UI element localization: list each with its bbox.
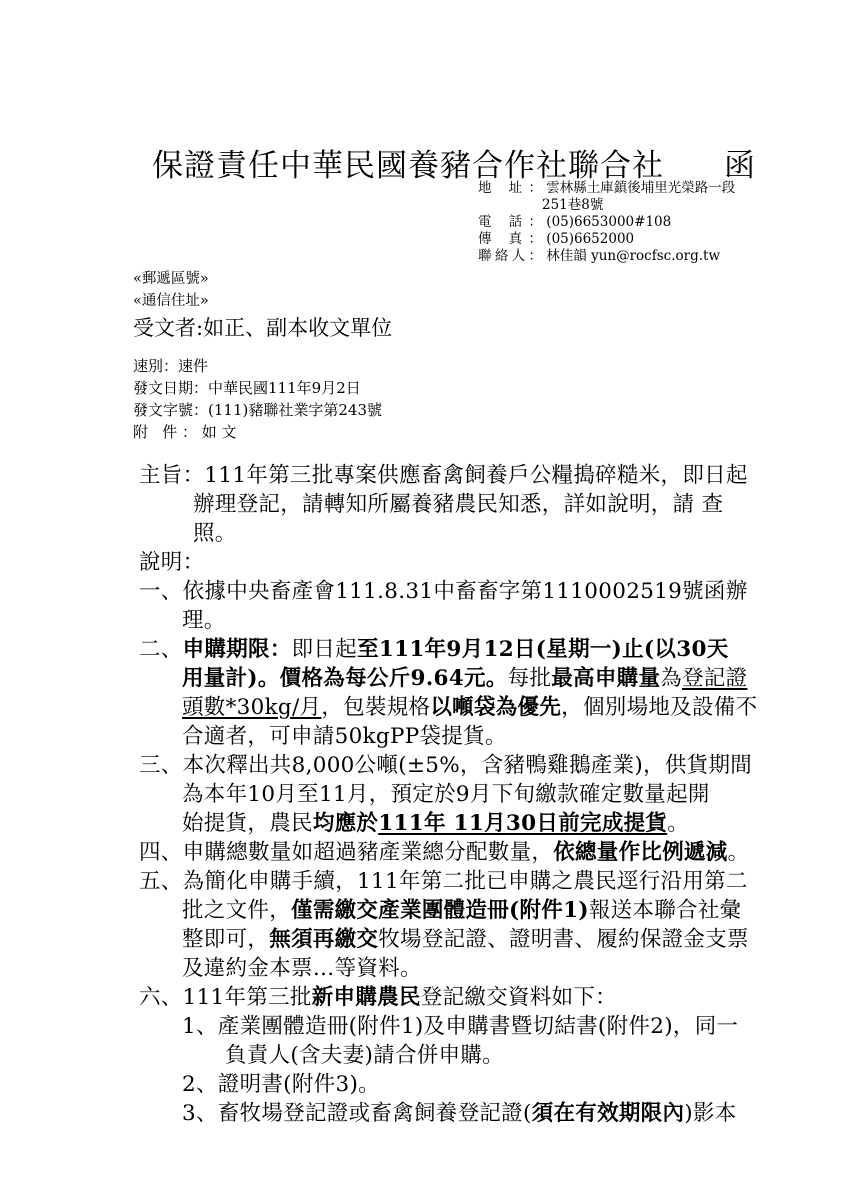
address-line2: 251巷8號 — [542, 197, 604, 213]
item3-line3 — [182, 806, 689, 837]
date-value: 中華民國111年9月2日 — [208, 379, 361, 397]
contact-value: 林佳韻 yun@rocfsc.org.tw — [546, 248, 721, 264]
sender-contact — [478, 248, 720, 265]
item3-farmers: 始提貨，農民 — [182, 811, 313, 836]
phone-label: 電 話： — [478, 214, 542, 230]
number-label: 發文字號： — [133, 401, 209, 419]
item5-only-submit: 僅需繳交產業團體造冊(附件1) — [291, 898, 589, 923]
item2-max-qty: 最高申購量 — [551, 666, 661, 691]
sender-fax — [478, 231, 634, 248]
item5-line3 — [182, 922, 749, 953]
item6-new-farmers: 新申購農民 — [311, 985, 421, 1010]
item2-deadline-label: 申購期限： — [182, 637, 292, 662]
contact-label: 聯絡人： — [478, 248, 542, 264]
document-type: 函 — [724, 148, 755, 184]
sub3-valid: 須在有效期限內 — [531, 1101, 685, 1126]
item2-ton-bag: 以噸袋為優先 — [430, 695, 562, 720]
explanation-heading: 說明： — [139, 550, 205, 575]
attachment-label: 附 件： — [133, 423, 197, 441]
recipient: 受文者:如正、副本收文單位 — [133, 316, 393, 340]
sub2-line1: 2、證明書(附件3)。 — [182, 1072, 380, 1097]
item6-batch: 六、111年第三批 — [139, 985, 312, 1010]
item2-price: 用量計)。價格為每公斤9.64元。 — [182, 666, 508, 691]
meta-date — [133, 377, 361, 398]
item5-line2 — [182, 893, 741, 924]
meta-number — [133, 399, 382, 420]
postal-code-field: «郵遞區號» — [133, 271, 209, 287]
subject-line1: 主旨：111年第三批專案供應畜禽飼養戶公糧搗碎糙米，即日起 — [139, 463, 748, 488]
item2-line1 — [139, 632, 729, 663]
item2-line2 — [182, 661, 747, 692]
item3-deadline: 111年 11月30日前完成提貨 — [378, 811, 668, 836]
item2-deadline-date: 至111年9月12日(星期一)止(以30天 — [357, 637, 729, 662]
item3-must: 均應於 — [312, 811, 379, 836]
item5-no-resubmit: 無須再繳交 — [269, 927, 379, 952]
fax-label: 傳 真： — [478, 231, 542, 247]
item5-compile: 整即可， — [182, 927, 270, 952]
item5-documents: 牧場登記證、證明書、履約保證金支票 — [378, 927, 749, 952]
item2-exception: ，個別場地及設備不 — [561, 695, 758, 720]
item2-head-count: 頭數*30kg/月 — [182, 695, 322, 720]
item2-start: 即日起 — [291, 637, 358, 662]
attachment-value: 如 文 — [201, 423, 237, 441]
item2-registration: 登記證 — [682, 666, 748, 691]
item4-text: 四、申購總數量如超過豬產業總分配數量， — [139, 840, 554, 865]
subject-line3: 照。 — [193, 521, 237, 546]
item2-is: 為 — [660, 666, 683, 691]
item2-line3 — [182, 690, 757, 721]
item6-materials: 登記繳交資料如下： — [420, 985, 617, 1010]
item5-docs: 批之文件， — [182, 898, 292, 923]
sub3-registration: 3、畜牧場登記證或畜禽飼養登記證( — [182, 1101, 532, 1126]
item4-end: 。 — [727, 840, 750, 865]
item3-line2: 為本年10月至11月，預定於9月下旬繳款確定數量起開 — [182, 782, 710, 807]
subject-line2: 辦理登記，請轉知所屬養豬農民知悉，詳如說明，請 查 — [193, 492, 724, 517]
sender-address — [478, 180, 735, 197]
fax-value: (05)6652000 — [546, 231, 635, 247]
meta-attachment — [133, 421, 237, 442]
item1-line2: 理。 — [182, 608, 226, 633]
sender-phone — [478, 214, 671, 231]
address-label: 地 址： — [478, 180, 542, 196]
mailing-address-field: «通信住址» — [133, 293, 209, 309]
item2-per-batch: 每批 — [507, 666, 552, 691]
item2-packaging: ，包裝規格 — [321, 695, 431, 720]
item3-end: 。 — [667, 811, 690, 836]
item6-line1 — [139, 980, 617, 1011]
item5-line4: 及違約金本票…等資料。 — [182, 956, 422, 981]
number-value: (111)豬聯社業字第243號 — [208, 401, 382, 419]
item4-proportional: 依總量作比例遞減 — [553, 840, 728, 865]
speed-value: 速件 — [178, 357, 209, 375]
item3-line1: 三、本次釋出共8,000公噸(±5%，含豬鴨雞鵝產業)，供貨期間 — [139, 753, 753, 778]
phone-value: (05)6653000#108 — [546, 214, 672, 230]
sub1-line1: 1、產業團體造冊(附件1)及申購書暨切結書(附件2)，同一 — [182, 1014, 739, 1039]
item5-line1: 五、為簡化申購手續，111年第二批已申購之農民逕行沿用第二 — [139, 869, 748, 894]
sub3-line1 — [182, 1096, 737, 1127]
item2-number: 二、 — [139, 637, 183, 662]
meta-speed — [133, 355, 208, 376]
page-title: 保證責任中華民國養豬合作社聯合社 — [152, 148, 664, 184]
item2-line4: 合適者，可申請50kgPP袋提貨。 — [182, 724, 507, 749]
sub3-copy: )影本 — [684, 1101, 737, 1126]
item1-line1: 一、依據中央畜產會111.8.31中畜畜字第1110002519號函辦 — [139, 579, 748, 604]
sub1-line2: 負責人(含夫妻)請合併申購。 — [225, 1043, 504, 1068]
item4-line1 — [139, 835, 749, 866]
item5-report: 報送本聯合社彙 — [588, 898, 742, 923]
speed-label: 速別： — [133, 357, 179, 375]
date-label: 發文日期： — [133, 379, 209, 397]
address-line1: 雲林縣土庫鎮後埔里光榮路一段 — [546, 180, 736, 196]
